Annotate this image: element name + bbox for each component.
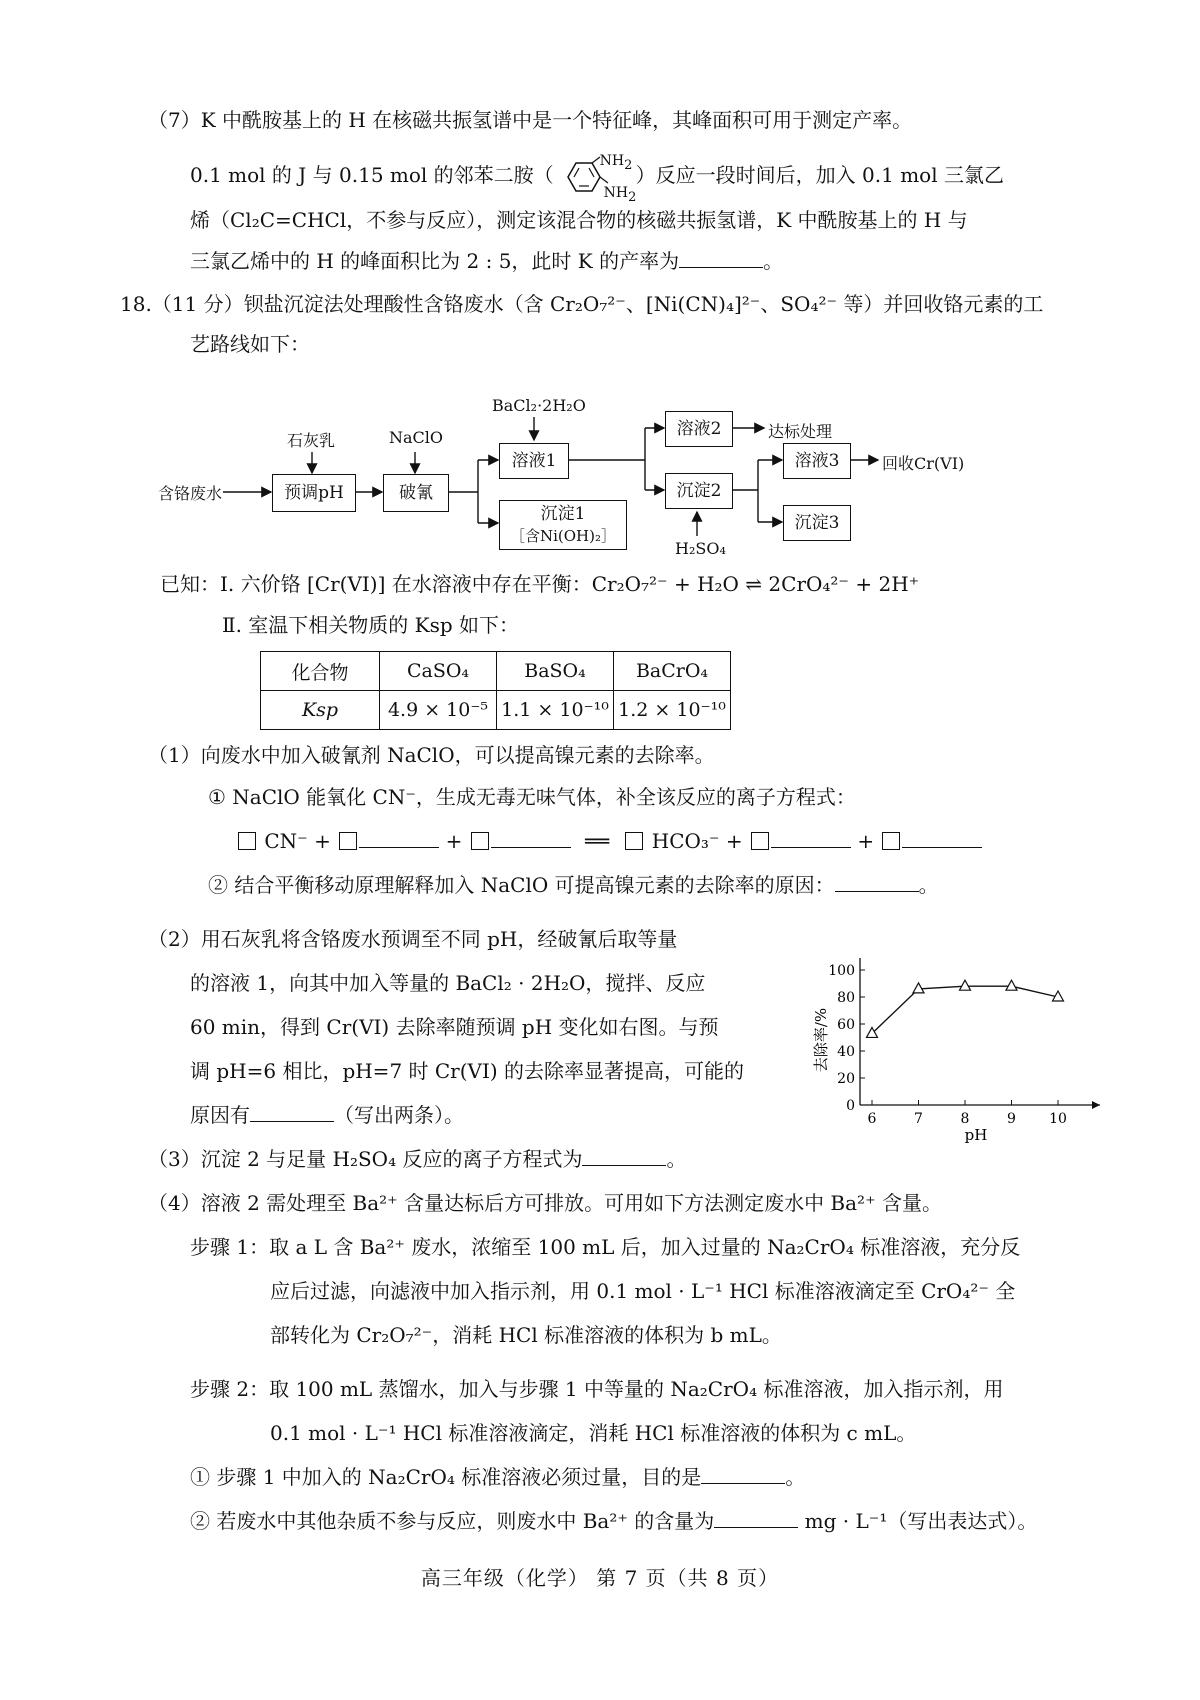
coef-box[interactable] xyxy=(751,832,769,850)
chart-axes xyxy=(860,958,1100,1109)
species-blank[interactable] xyxy=(359,827,439,848)
species-blank[interactable] xyxy=(491,827,571,848)
p4-step1-b: 应后过滤，向滤液中加入指示剂，用 0.1 mol · L⁻¹ HCl 标准溶液滴定至 CrO₄²⁻ 全 xyxy=(270,1279,1016,1303)
nh2-label-top: $NH_2$ xyxy=(599,152,633,173)
coef-box[interactable] xyxy=(471,832,489,850)
chart-x-tick-label: 7 xyxy=(914,1111,923,1127)
q17-line-2b: ）反应一段时间后，加入 0.1 mol 三氯乙 xyxy=(635,163,1004,187)
flow-bacl2-label: BaCl₂·2H₂O xyxy=(492,396,586,415)
ksp-row-cell: 1.2 × 10⁻¹⁰ xyxy=(614,691,731,730)
ksp-row-cell: Ksp xyxy=(261,691,380,730)
ksp-header-cell: BaCrO₄ xyxy=(614,652,731,691)
chart-series-line xyxy=(872,986,1058,1033)
chart-y-tick-label: 0 xyxy=(846,1098,855,1114)
chart-ylabel: 去除率/% xyxy=(812,1007,830,1073)
flow-standard-label: 达标处理 xyxy=(768,422,833,441)
species-blank[interactable] xyxy=(771,827,851,848)
flow-ppt1-sub: ［含Ni(OH)₂］ xyxy=(509,527,617,545)
q17-line-4: 三氯乙烯中的 H 的峰面积比为 2 : 5，此时 K 的产率为 。 xyxy=(190,249,784,273)
species-blank[interactable] xyxy=(902,827,982,848)
ksp-table xyxy=(260,651,731,730)
chart-y-tick-label: 20 xyxy=(837,1071,855,1087)
q17-line-3: 烯（Cl₂C=CHCl，不参与反应），测定该混合物的核磁共振氢谱，K 中酰胺基上的 H 与 xyxy=(190,208,968,232)
p1-line-1: （1）向废水中加入破氰剂 NaClO，可以提高镍元素的去除率。 xyxy=(148,743,715,767)
p4-step2-a: 步骤 2：取 100 mL 蒸馏水，加入与步骤 1 中等量的 Na₂CrO₄ 标准溶液，加入指示剂，用 xyxy=(190,1377,1004,1401)
q18-line-1: 18.（11 分）钡盐沉淀法处理酸性含铬废水（含 Cr₂O₇²⁻、[Ni(CN)₄]²⁻、SO₄²⁻ 等）并回收铬元素的工 xyxy=(120,292,1044,316)
ksp-table-header xyxy=(261,652,731,691)
q17-line-1: （7）K 中酰胺基上的 H 在核磁共振氢谱中是一个特征峰，其峰面积可用于测定产率。 xyxy=(148,108,913,132)
p4-q1-blank[interactable] xyxy=(701,1463,785,1484)
p4-step1-c: 部转化为 Cr₂O₇²⁻，消耗 HCl 标准溶液的体积为 b mL。 xyxy=(270,1323,782,1347)
flow-box-solution-1: 溶液1 xyxy=(499,443,569,479)
ksp-row-cell: 4.9 × 10⁻⁵ xyxy=(380,691,497,730)
chart-y-tick-label: 40 xyxy=(837,1044,855,1060)
flow-box-precipitate-3: 沉淀3 xyxy=(783,505,851,541)
chart-x-tick-label: 10 xyxy=(1049,1111,1067,1127)
process-flow-diagram xyxy=(0,0,1200,600)
chart-x-arrow xyxy=(1092,1101,1100,1109)
coef-box[interactable] xyxy=(238,832,256,850)
p4-q2: ② 若废水中其他杂质不参与反应，则废水中 Ba²⁺ 的含量为 mg · L⁻¹（写出表达式）。 xyxy=(190,1509,1038,1533)
flow-recover-label: 回收Cr(VI) xyxy=(882,454,965,473)
p2-line-2: 的溶液 1，向其中加入等量的 BaCl₂ · 2H₂O，搅拌、反应 xyxy=(190,971,706,995)
page-footer: 高三年级（化学） 第 7 页（共 8 页） xyxy=(420,1566,780,1590)
chart-y-tick-label: 60 xyxy=(837,1017,855,1033)
equation-arrow: ══ xyxy=(585,829,610,853)
q18-line-2: 艺路线如下： xyxy=(190,332,310,356)
nh2-label-bottom: $NH_2$ xyxy=(603,184,637,205)
chart-x-tick-label: 6 xyxy=(867,1111,877,1127)
p1-answer-blank[interactable] xyxy=(835,871,919,892)
flow-h2so4-label: H₂SO₄ xyxy=(675,539,726,558)
flow-box-precipitate-1 xyxy=(499,500,627,550)
ksp-table-row xyxy=(261,691,731,730)
known-ii: Ⅱ. 室温下相关物质的 Ksp 如下： xyxy=(222,613,520,637)
p4-q2-blank[interactable] xyxy=(714,1507,798,1528)
p2-answer-blank[interactable] xyxy=(250,1101,334,1122)
p4-step1-a: 步骤 1：取 a L 含 Ba²⁺ 废水，浓缩至 100 mL 后，加入过量的 Na₂CrO₄ 标准溶液，充分反 xyxy=(190,1235,1021,1259)
ksp-header-cell: BaSO₄ xyxy=(497,652,614,691)
p4-step2-b: 0.1 mol · L⁻¹ HCl 标准溶液滴定，消耗 HCl 标准溶液的体积为 c mL。 xyxy=(270,1421,917,1445)
flow-lime-label: 石灰乳 xyxy=(287,431,336,450)
q17-line-2a: 0.1 mol 的 J 与 0.15 mol 的邻苯二胺（ xyxy=(190,163,554,187)
flow-ppt1-title: 沉淀1 xyxy=(540,504,586,524)
p3-line: （3）沉淀 2 与足量 H₂SO₄ 反应的离子方程式为 。 xyxy=(148,1147,687,1171)
p1-line-2: ① NaClO 能氧化 CN⁻，生成无毒无味气体，补全该反应的离子方程式： xyxy=(208,785,856,809)
p4-line-1: （4）溶液 2 需处理至 Ba²⁺ 含量达标后方可排放。可用如下方法测定废水中 Ba²⁺ 含量。 xyxy=(148,1191,942,1215)
chart-xlabel: pH xyxy=(964,1126,988,1144)
removal-rate-chart xyxy=(810,940,1100,1150)
chart-data-point xyxy=(960,980,971,990)
coef-box[interactable] xyxy=(625,832,643,850)
flow-box-preadjust-ph: 预调pH xyxy=(272,474,356,512)
chart-data-point xyxy=(1006,980,1017,990)
chart-points xyxy=(867,980,1064,1037)
p4-q1: ① 步骤 1 中加入的 Na₂CrO₄ 标准溶液必须过量，目的是 。 xyxy=(190,1465,806,1489)
ksp-header-cell: CaSO₄ xyxy=(380,652,497,691)
ksp-row-cell: 1.1 × 10⁻¹⁰ xyxy=(497,691,614,730)
coef-box[interactable] xyxy=(882,832,900,850)
flow-box-solution-2: 溶液2 xyxy=(665,411,733,447)
ksp-header-cell: 化合物 xyxy=(261,652,380,691)
p1-line-4: ② 结合平衡移动原理解释加入 NaClO 可提高镍元素的去除率的原因： 。 xyxy=(208,873,939,897)
chart-y-tick-label: 80 xyxy=(837,990,855,1006)
flow-naclo-label: NaClO xyxy=(389,428,444,447)
p2-line-3: 60 min，得到 Cr(VI) 去除率随预调 pH 变化如右图。与预 xyxy=(190,1015,719,1039)
p2-line-1: （2）用石灰乳将含铬废水预调至不同 pH，经破氰后取等量 xyxy=(148,927,678,951)
known-i: 已知：Ⅰ. 六价铬 [Cr(VI)] 在水溶液中存在平衡：Cr₂O₇²⁻ + H₂O ⇌ 2CrO₄²⁻ + 2H⁺ xyxy=(160,572,920,596)
chart-y-tick-label: 100 xyxy=(828,963,855,979)
chart-data-point xyxy=(913,983,924,993)
chart-x-tick-label: 8 xyxy=(960,1111,970,1127)
chart-x-tick-label: 9 xyxy=(1007,1111,1016,1127)
p1-equation: CN⁻ + + ══ HCO₃⁻ + + xyxy=(236,826,982,856)
coef-box[interactable] xyxy=(339,832,357,850)
flow-box-precipitate-2: 沉淀2 xyxy=(665,473,733,509)
flow-box-pocyan: 破氰 xyxy=(383,474,449,512)
flow-feed-label: 含铬废水 xyxy=(158,484,223,503)
p2-line-4: 调 pH=6 相比，pH=7 时 Cr(VI) 的去除率显著提高，可能的 xyxy=(190,1059,745,1083)
flow-box-solution-3: 溶液3 xyxy=(783,443,851,479)
p3-answer-blank[interactable] xyxy=(582,1145,666,1166)
p2-line-5: 原因有 （写出两条）。 xyxy=(190,1103,464,1127)
